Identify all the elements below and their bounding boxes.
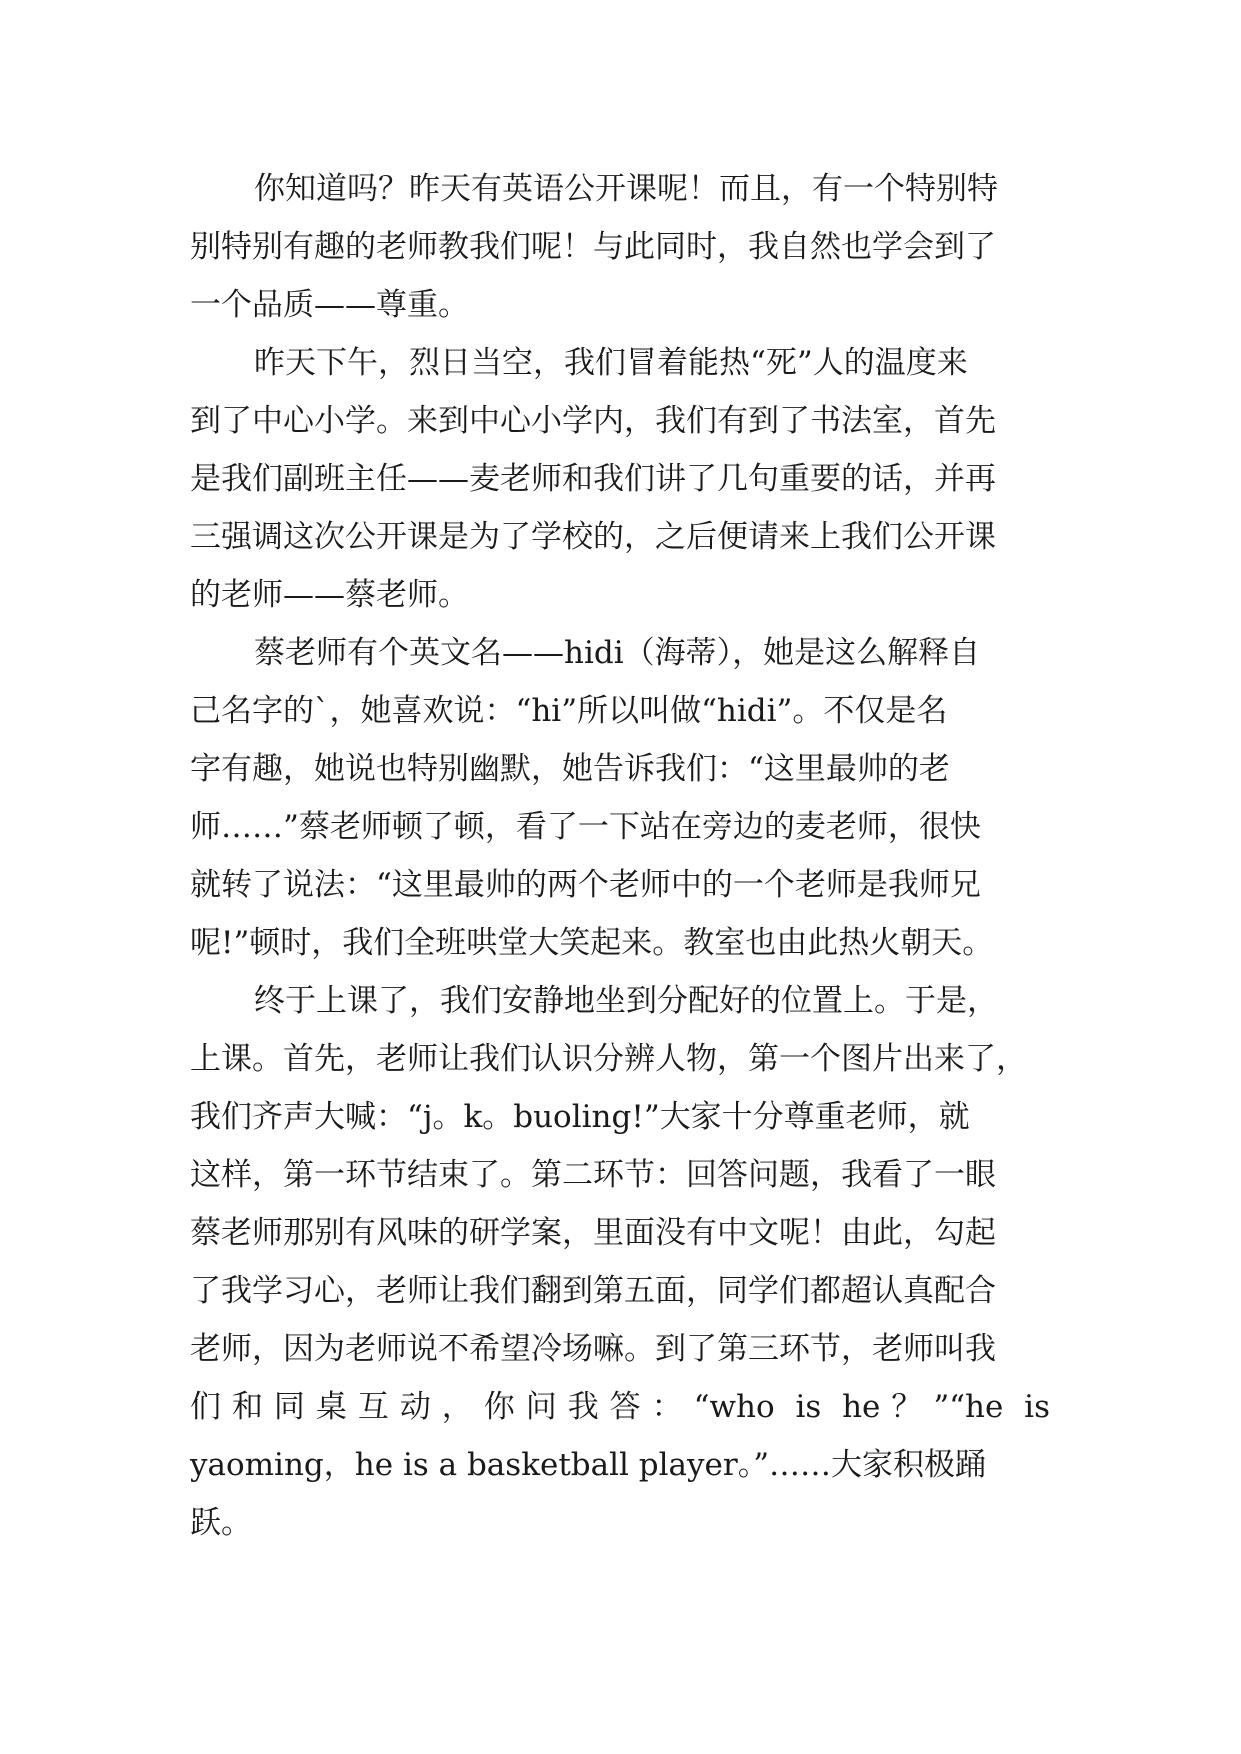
paragraph-3 <box>190 624 1070 972</box>
text-line: 三强调这次公开课是为了学校的，之后便请来上我们公开课 <box>190 519 996 555</box>
paragraph-4 <box>190 972 1070 1552</box>
text-line: 师……”蔡老师顿了顿，看了一下站在旁边的麦老师，很快 <box>190 809 981 845</box>
paragraph-2 <box>190 334 1070 624</box>
text-line: 就转了说法：“这里最帅的两个老师中的一个老师是我师兄 <box>190 867 981 903</box>
text-line: 的老师——蔡老师。 <box>190 577 469 613</box>
text-line: 上课。首先，老师让我们认识分辨人物，第一个图片出来了， <box>190 1041 1027 1077</box>
text-line: 别特别有趣的老师教我们呢！与此同时，我自然也学会到了 <box>190 229 996 265</box>
text-line: 跃。 <box>190 1505 252 1541</box>
text-line: 己名字的`，她喜欢说：“hi”所以叫做“hidi”。不仅是名 <box>190 693 948 729</box>
text-line: 蔡老师那别有风味的研学案，里面没有中文呢！由此，勾起 <box>190 1215 996 1251</box>
text-line: 一个品质——尊重。 <box>190 287 469 323</box>
document-body <box>190 160 1070 1552</box>
text-line: 了我学习心，老师让我们翻到第五面，同学们都超认真配合 <box>190 1273 996 1309</box>
text-line: 你知道吗？昨天有英语公开课呢！而且，有一个特别特 <box>254 171 998 207</box>
text-line: 蔡老师有个英文名——hidi（海蒂），她是这么解释自 <box>254 635 981 671</box>
text-line: 昨天下午，烈日当空，我们冒着能热“死”人的温度来 <box>254 345 968 381</box>
text-line: 字有趣，她说也特别幽默，她告诉我们：“这里最帅的老 <box>190 751 950 787</box>
text-line: 是我们副班主任——麦老师和我们讲了几句重要的话，并再 <box>190 461 996 497</box>
text-line: yaoming，he is a basketball player。”……大家积极踊 <box>190 1447 987 1483</box>
text-line: 终于上课了，我们安静地坐到分配好的位置上。于是， <box>254 983 998 1019</box>
text-line: 这样，第一环节结束了。第二环节：回答问题，我看了一眼 <box>190 1157 996 1193</box>
text-line: 老师，因为老师说不希望冷场嘛。到了第三环节，老师叫我 <box>190 1331 996 1367</box>
paragraph-1 <box>190 160 1070 334</box>
text-line: 呢!”顿时，我们全班哄堂大笑起来。教室也由此热火朝天。 <box>190 925 994 961</box>
text-line: 们和同桌互动，你问我答：“who is he？”“he is <box>190 1389 1050 1425</box>
text-line: 我们齐声大喊：“j。k。buoling!”大家十分尊重老师，就 <box>190 1099 970 1135</box>
text-line: 到了中心小学。来到中心小学内，我们有到了书法室，首先 <box>190 403 996 439</box>
